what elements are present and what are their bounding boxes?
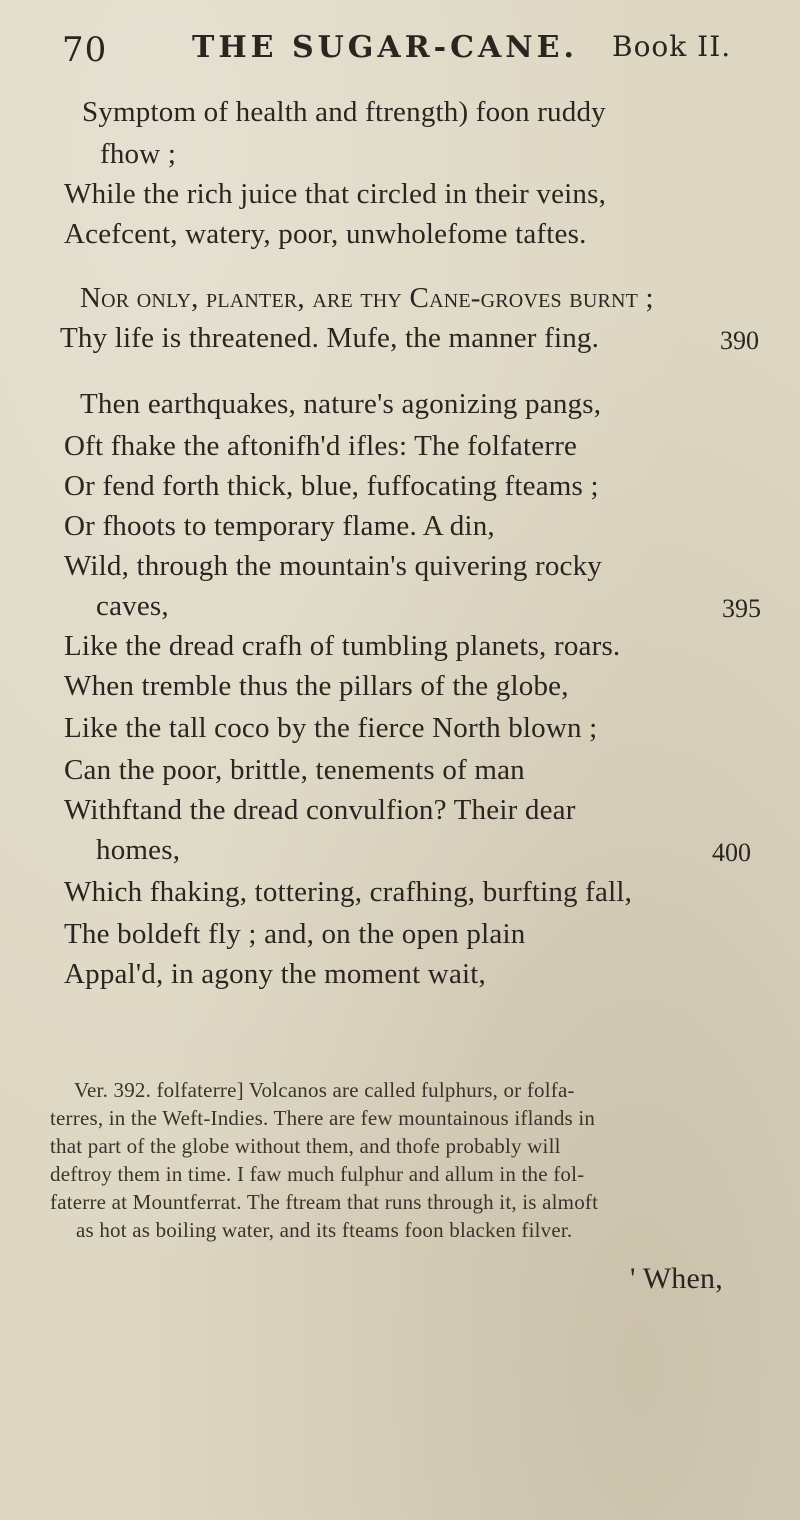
footnote-line: Ver. 392. folfaterre] Volcanos are called fulphurs, or folfa- [74, 1078, 575, 1102]
verse-line: Or fend forth thick, blue, fuffocating fteams ; [64, 470, 599, 502]
verse-line: Appal'd, in agony the moment wait, [64, 958, 486, 990]
verse-line: When tremble thus the pillars of the globe, [64, 670, 569, 702]
footnote-line: faterre at Mountferrat. The ftream that runs through it, is almoft [50, 1190, 599, 1214]
line-number: 400 [712, 838, 751, 867]
verse-line: Symptom of health and ftrength) foon ruddy [82, 96, 606, 128]
verse-line: Oft fhake the aftonifh'd ifles: The folfaterre [64, 430, 578, 462]
verse-line: Acefcent, watery, poor, unwholefome taftes. [64, 218, 587, 250]
verse-line: Thy life is threatened. Mufe, the manner fing. [60, 322, 600, 354]
verse-line: The boldeft fly ; and, on the open plain [64, 918, 526, 950]
verse-line: Nor only, planter, are thy Cane-groves burnt ; [80, 282, 654, 314]
verse-line: Like the dread crafh of tumbling planets, roars. [64, 630, 621, 662]
page-number: 70 [62, 30, 108, 70]
verse-line: Withftand the dread convulfion? Their dear [64, 794, 576, 826]
footnote-line: as hot as boiling water, and its fteams foon blacken filver. [76, 1218, 573, 1242]
running-title: THE SUGAR-CANE. [192, 30, 578, 65]
verse-line: While the rich juice that circled in their veins, [64, 178, 607, 210]
verse-line: caves, [96, 590, 169, 622]
verse-line: homes, [96, 834, 181, 866]
footnote-line: deftroy them in time. I faw much fulphur and allum in the fol- [50, 1162, 585, 1186]
catchword: ' When, [630, 1262, 723, 1295]
footnote-line: that part of the globe without them, and thofe probably will [50, 1134, 561, 1158]
book-label: Book II. [612, 30, 732, 63]
verse-line: Can the poor, brittle, tenements of man [64, 754, 525, 786]
verse-line: Or fhoots to temporary flame. A din, [64, 510, 495, 542]
verse-line: Then earthquakes, nature's agonizing pangs, [80, 388, 602, 420]
verse-line: Like the tall coco by the fierce North blown ; [64, 712, 598, 744]
verse-line: Wild, through the mountain's quivering rocky [64, 550, 602, 582]
verse-line: fhow ; [100, 138, 177, 170]
line-number: 390 [720, 326, 759, 355]
footnote-line: terres, in the Weft-Indies. There are few mountainous iflands in [50, 1106, 596, 1130]
verse-line: Which fhaking, tottering, crafhing, burfting fall, [64, 876, 633, 908]
line-number: 395 [722, 594, 761, 623]
